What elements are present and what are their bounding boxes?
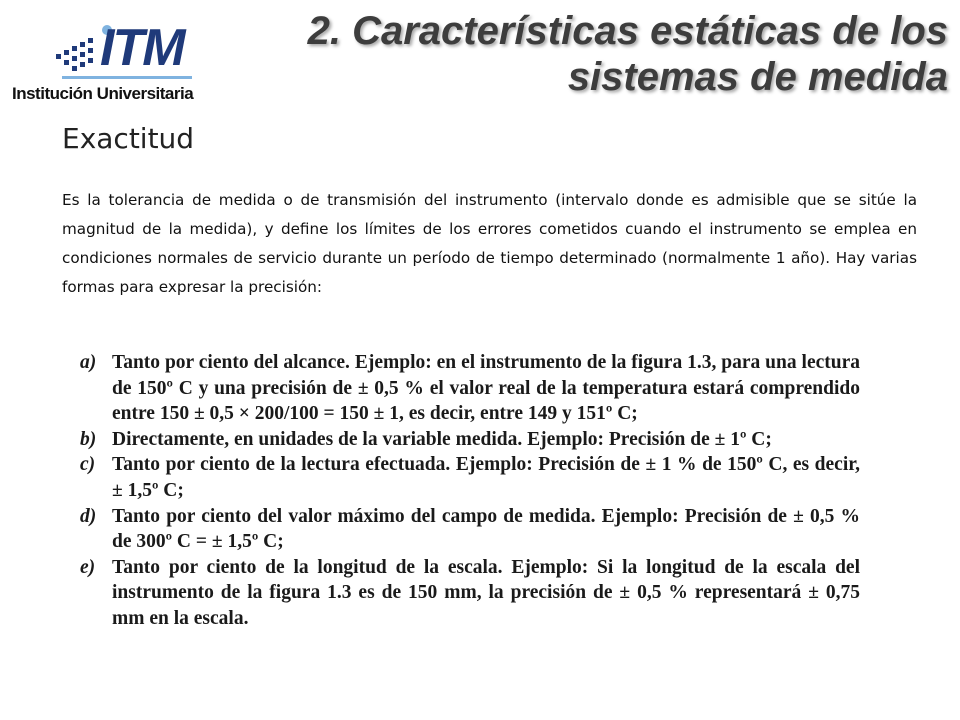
list-item: [78, 555, 860, 632]
item-text: Tanto por ciento de la lectura efectuada. Ejemplo: Precisión de ± 1 % de 150º C, es decir, ± 1,5º C;: [112, 454, 860, 501]
logo-mark-text: ITM: [100, 19, 184, 77]
item-text: Tanto por ciento del alcance. Ejemplo: en el instrumento de la figura 1.3, para una lectura de 150º C y una precisión de ± 0,5 % el valor real de la temperatura estará comprendido entre 150 ± 0,5 × 200/100 = 150 ± 1, es decir, entre 149 y 151º C;: [112, 352, 860, 425]
precision-forms-list: [78, 350, 860, 685]
item-label: b): [80, 428, 97, 450]
item-label: d): [80, 505, 97, 527]
item-text: Directamente, en unidades de la variable medida. Ejemplo: Precisión de ± 1º C;: [112, 428, 772, 450]
list-item: [78, 504, 860, 555]
item-text: Tanto por ciento del valor máximo del campo de medida. Ejemplo: Precisión de ± 0,5 % de 300º C = ± 1,5º C;: [112, 505, 860, 553]
list-item: [78, 350, 860, 427]
slide-subtitle: Exactitud: [62, 122, 195, 155]
list-item: [78, 452, 860, 503]
list-item: [78, 427, 860, 453]
item-label: e): [80, 556, 96, 578]
item-text: Tanto por ciento de la longitud de la escala. Ejemplo: Si la longitud de la escala del instrumento de la figura 1.3 es de 150 mm, la precisión de ± 0,5 % representará ± 0,75 mm en la escala.: [112, 556, 860, 629]
itm-logo: [12, 12, 212, 112]
item-label: c): [80, 454, 96, 476]
intro-paragraph: Es la tolerancia de medida o de transmisión del instrumento (intervalo donde es admisible que se sitúe la magnitud de la medida), y define los límites de los errores cometidos cuando el instrumento se emplea en condiciones normales de servicio durante un período de tiempo determinado (normalmente 1 año). Hay varias formas para expresar la precisión:: [62, 191, 917, 296]
slide-title: 2. Características estáticas de los sistemas de medida: [307, 9, 948, 99]
logo-institution: Institución Universitaria: [12, 84, 194, 103]
item-label: a): [80, 352, 97, 373]
